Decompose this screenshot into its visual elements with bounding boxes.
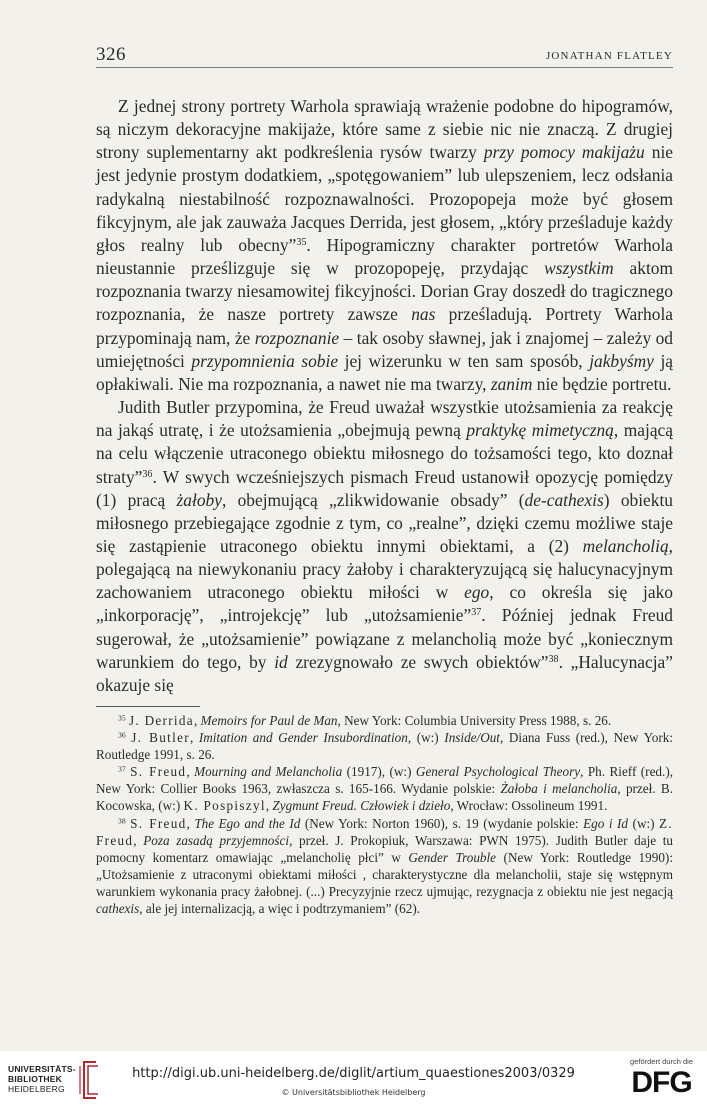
text-run: nie jest jedynie prostym dodatkiem, „spotęgowaniem” lub ulepszeniem, lecz odsłania radykalną niestabilność rozpoznawalności. Prozopopeja może być głosem fikcyjnym, ale jak zauważa Jacques Derrida, jest głosem, „który prześladuje każdy głos realny lub obecny” — [96, 142, 673, 255]
footnote — [96, 815, 673, 918]
page-number: 326 — [96, 44, 126, 65]
text-run: . W swych wcześniejszych pismach Freud ustanowił opozycję pomiędzy (1) pracą — [96, 466, 673, 510]
text-run: , przeł. B. Kocowska, (w:) — [96, 781, 673, 814]
italic-text: Memoirs for Paul de Man — [200, 713, 338, 728]
library-line: BIBLIOTHEK — [8, 1074, 62, 1084]
footnote-rule — [96, 706, 200, 707]
text-run: , przeł. J. Prokopiuk, Warszawa: PWN 1975). Judith Butler daje tu pomocny komentarz omawiając „melancholię płci” w — [96, 832, 673, 865]
text-run: . „Halucynacja” okazuje się — [96, 651, 673, 695]
text-run: (New York: Norton 1960), s. 19 (wydanie polskie: — [300, 815, 584, 831]
footnote-ref: 36 — [142, 468, 153, 480]
footnote — [96, 763, 673, 814]
text-run: ) obiektu miłosnego przebiegające zgodnie z tym, co „realne”, dzięki czemu możliwe staje się zastąpienie utraconego obiektu innymi obiektami, a (2) — [96, 489, 673, 556]
text-run: , — [193, 713, 201, 728]
italic-text: de-cathexis — [524, 489, 604, 510]
footnote-ref: 35 — [296, 236, 307, 248]
text-run: (New York: Routledge 1990): „Utożsamienie z utraconymi obiektami miłości , charakterystyczne dla melancholii, staje się wstępnym warunkiem wykonania pracy żałobnej. (...) Precyzyjnie rzecz ujmując, rezygnacja z obiektu nie jest negacją — [96, 849, 673, 899]
digitization-footer — [0, 1051, 707, 1109]
footnote — [96, 729, 673, 763]
source-url-link[interactable]: http://digi.ub.uni-heidelberg.de/diglit/artium_quaestiones2003/0329 — [132, 1066, 575, 1081]
text-run: , — [133, 832, 144, 848]
text-run: , ale jej internalizacją, a więc i podtrzymaniem” (62). — [139, 901, 421, 917]
footnote-ref: 36 — [118, 730, 126, 740]
text-run: ją opłakiwali. Nie ma rozpoznania, a nawet nie ma twarzy, — [96, 350, 674, 394]
text-run: , Ph. Rieff (red.), New York: Collier Books 1963, zwłaszcza s. 165-166. Wydanie polskie: — [96, 764, 674, 797]
footnote-ref: 38 — [548, 653, 559, 665]
text-run: , — [189, 730, 199, 746]
text-run: , mającą na celu włączenie utraconego obiektu miłosnego do tożsamości tego, kto doznał straty” — [96, 420, 673, 487]
italic-text: nas — [411, 304, 436, 325]
dfg-tagline: gefördert durch die — [630, 1057, 693, 1066]
paragraph — [96, 396, 673, 697]
italic-text: żałoby — [176, 489, 222, 510]
italic-text: Poza zasadą przyjemności — [143, 832, 290, 848]
text-run: , Wrocław: Ossolineum 1991. — [450, 798, 608, 814]
text-run: J. Derrida — [128, 713, 194, 728]
italic-text: Zygmunt Freud. Człowiek i dzieło — [272, 798, 451, 814]
text-run: , co określa się jako „inkorporację”, „introjekcję” lub „utożsamienie” — [96, 582, 673, 626]
text-run: S. Freud — [130, 764, 187, 780]
text-run: K. Pospiszyl — [183, 798, 266, 814]
text-run: J. Butler — [131, 730, 190, 746]
text-run: (1917), (w:) — [342, 764, 416, 780]
body-text — [96, 95, 673, 697]
dfg-wordmark: DFG — [631, 1066, 692, 1099]
text-run: zrezygnowało ze swych obiektów” — [287, 651, 549, 672]
footnote — [96, 712, 673, 729]
text-run: . Później jednak Freud sugerował, że „utożsamienie” powiązane z melancholią może być „koniecznym warunkiem do tego, by — [96, 605, 674, 672]
text-run: , — [186, 764, 195, 780]
footnote-ref: 37 — [118, 764, 126, 774]
italic-text: przypomnienia sobie — [191, 350, 339, 371]
italic-text: wszystkim — [544, 258, 614, 279]
italic-text: ego — [464, 582, 490, 603]
italic-text: jakbyśmy — [589, 350, 654, 371]
italic-text: przy pomocy makijażu — [483, 142, 645, 163]
italic-text: Mourning and Melancholia — [194, 764, 343, 780]
italic-text: Żałoba i melancholia — [500, 781, 618, 797]
text-run: Z. Freud — [96, 815, 673, 848]
text-run: S. Freud — [130, 815, 187, 831]
text-run: , polegającą na niewykonaniu pracy żałoby i charakteryzującą się halucynacyjnym zachowaniem utraconego obiektu miłości w — [96, 535, 673, 603]
text-run: prześladują. Portrety Warhola przypominają nam, że — [96, 304, 674, 348]
footnote-ref: 37 — [471, 607, 482, 619]
running-head: JONATHAN FLATLEY — [545, 50, 673, 62]
text-run: , (w:) — [407, 730, 445, 746]
text-run: , — [265, 798, 273, 814]
text-run: Judith Butler przypomina, że Freud uważał wszystkie utożsamienia za reakcję na jakąś utratę, i że utożsamienia „obejmują pewną — [96, 397, 673, 441]
text-run: – tak osoby sławnej, jak i znajomej – zależy od umiejętności — [96, 327, 673, 371]
text-run: (w:) — [628, 815, 660, 831]
text-run: . Hipogramiczny charakter portretów Warhola nieustannie prześlizguje się w prozopopeję, przydając — [96, 234, 673, 279]
text-run: , — [186, 815, 195, 831]
footnotes — [96, 712, 673, 917]
italic-text: melancholią — [582, 535, 669, 556]
text-run: , obejmującą „zlikwidowanie obsady” ( — [221, 489, 525, 510]
paragraph — [96, 95, 673, 396]
copyright-notice: © Universitätsbibliothek Heidelberg — [281, 1088, 426, 1097]
italic-text: zanim — [490, 373, 533, 394]
italic-text: praktykę mimetyczną — [466, 420, 614, 441]
header-rule — [96, 67, 673, 68]
italic-text: cathexis — [96, 901, 140, 917]
italic-text: The Ego and the Id — [194, 815, 301, 831]
italic-text: Ego i Id — [583, 815, 629, 831]
page-header — [96, 44, 673, 68]
text-run: jej wizerunku w ten sam sposób, — [338, 350, 590, 371]
italic-text: Imitation and Gender Insubordination — [198, 730, 408, 746]
text-run: , Diana Fuss (red.), New York: Routledge 1991, s. 26. — [96, 730, 674, 763]
italic-text: Inside/Out — [444, 730, 500, 746]
library-line: HEIDELBERG — [8, 1084, 65, 1094]
italic-text: id — [274, 651, 288, 672]
italic-text: rozpoznanie — [254, 327, 340, 348]
text-run: aktom rozpoznania twarzy niesamowitej fikcyjności. Dorian Gray doszedł do tragicznego rozpoznania, że nasze portrety zawsze — [96, 258, 673, 325]
dfg-logo — [630, 1057, 693, 1098]
text-run: , New York: Columbia University Press 1988, s. 26. — [337, 713, 612, 728]
italic-text: Gender Trouble — [408, 849, 497, 865]
footnote-ref: 35 — [118, 713, 126, 723]
italic-text: General Psychological Theory — [415, 764, 581, 780]
text-run: nie będzie portretu. — [532, 373, 672, 394]
library-line: UNIVERSITÄTS- — [8, 1064, 76, 1074]
text-run: Z jednej strony portrety Warhola sprawiają wrażenie podobne do hipogramów, są niczym dekoracyjne makijaże, które same z siebie nic nie znaczą. Z drugiej strony suplementarny akt podkreślenia rysów twarzy — [96, 96, 673, 163]
footnote-ref: 38 — [118, 815, 126, 825]
